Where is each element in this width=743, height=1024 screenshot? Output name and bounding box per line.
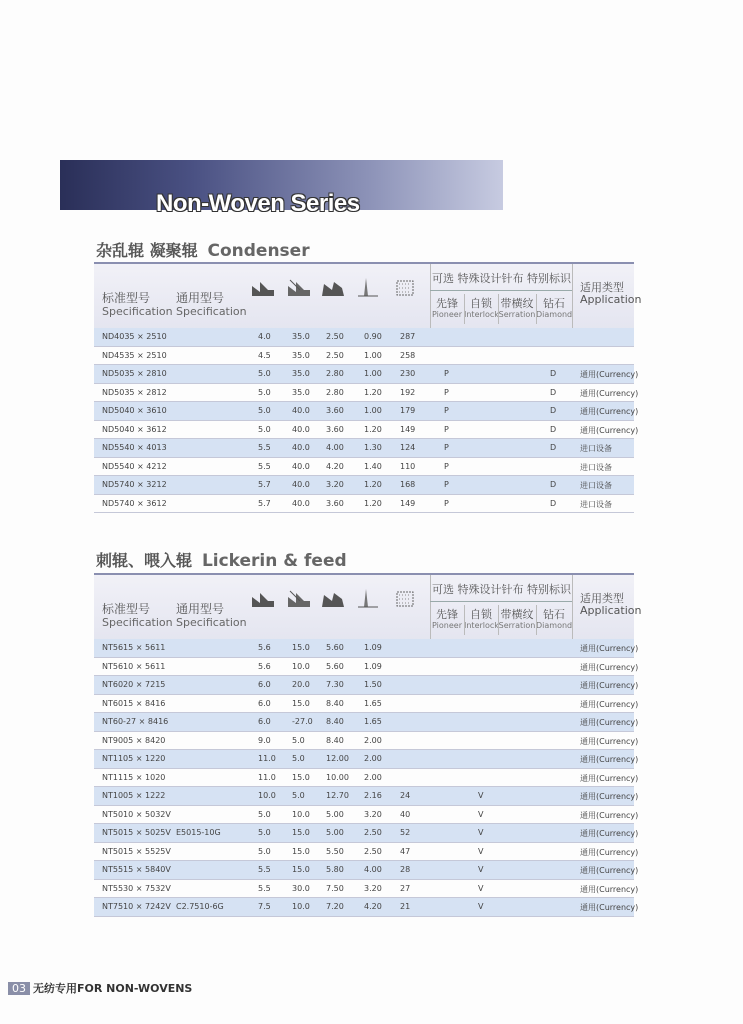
application-header: 适用类型 Application (580, 592, 642, 617)
cell-thickness: 2.50 (364, 846, 382, 856)
cell-thickness: 1.30 (364, 443, 382, 452)
cell-spec: ND4035 × 2510 (102, 332, 167, 341)
cell-interlock: V (478, 902, 484, 911)
cell-height: 5.5 (258, 461, 271, 471)
cell-interlock: V (478, 809, 484, 819)
tooth-pitch-icon (320, 276, 346, 298)
cell-application: 通用(Currency) (580, 903, 639, 912)
cell-spec: NT1005 × 1222 (102, 791, 166, 800)
cell-height: 11.0 (258, 772, 276, 782)
cell-density: 168 (400, 480, 416, 489)
table-header-condenser (94, 262, 642, 330)
cell-height: 5.7 (258, 480, 271, 489)
cell-spec: NT7510 × 7242V (102, 902, 171, 911)
table-body-lickerin (94, 639, 639, 917)
gen-spec-header: 通用型号 Specification (176, 602, 247, 629)
cell-thickness: 4.20 (364, 902, 382, 911)
wire-thickness-icon (356, 276, 382, 298)
cell-application: 通用(Currency) (580, 829, 639, 838)
cell-pitch: 7.20 (326, 902, 344, 911)
table-row (94, 639, 639, 658)
table-row (94, 713, 639, 732)
cell-density: 179 (400, 406, 416, 415)
cell-height: 5.6 (258, 643, 271, 652)
cell-spec: NT5010 × 5032V (102, 809, 171, 819)
cell-density: 110 (400, 461, 416, 471)
cell-angle: 40.0 (292, 406, 310, 415)
table-row (94, 365, 639, 384)
footer-text-en: FOR NON-WOVENS (77, 982, 193, 995)
opt-serration: 带横纹 Serration (498, 608, 536, 630)
cell-generic: C2.7510-6G (176, 902, 224, 911)
cell-spec: NT60-27 × 8416 (102, 717, 169, 726)
opt-pioneer: 先锋 Pioneer (432, 297, 462, 319)
table-row (94, 806, 639, 825)
cell-spec: ND5035 × 2812 (102, 387, 167, 397)
options-divider (430, 290, 572, 291)
cell-pioneer: P (444, 480, 449, 489)
cell-density: 124 (400, 443, 416, 452)
cell-thickness: 2.00 (364, 772, 382, 782)
cell-height: 7.5 (258, 902, 271, 911)
tooth-height-icon (250, 276, 276, 298)
table-row (94, 476, 634, 495)
cell-application: 通用(Currency) (580, 847, 639, 857)
cell-angle: 40.0 (292, 443, 310, 452)
cell-diamond: D (550, 480, 557, 489)
cell-interlock: V (478, 865, 484, 874)
tooth-pitch-icon (320, 587, 346, 609)
cell-height: 9.0 (258, 735, 271, 745)
cell-angle: 15.0 (292, 828, 310, 837)
cell-application: 通用(Currency) (580, 407, 639, 416)
cell-thickness: 1.65 (364, 698, 382, 708)
cell-density: 21 (400, 902, 411, 911)
cell-angle: 5.0 (292, 754, 305, 763)
cell-diamond: D (550, 369, 557, 378)
table-row (94, 328, 634, 347)
cell-application: 通用(Currency) (580, 736, 639, 746)
page-footer (8, 980, 192, 996)
cell-application: 通用(Currency) (580, 773, 639, 783)
cell-interlock: V (478, 846, 484, 856)
cell-pitch: 3.60 (326, 498, 344, 508)
cell-angle: 15.0 (292, 698, 310, 708)
cell-angle: 15.0 (292, 772, 310, 782)
opt-divider (536, 605, 537, 635)
cell-pioneer: P (444, 424, 449, 434)
section-title-cn: 刺辊、喂入辊 (96, 551, 193, 570)
cell-pitch: 7.50 (326, 883, 344, 893)
cell-height: 5.0 (258, 369, 271, 378)
cell-thickness: 1.00 (364, 350, 382, 360)
cell-pioneer: P (444, 387, 449, 397)
cell-application: 通用(Currency) (580, 425, 639, 435)
tooth-angle-icon (286, 276, 312, 298)
cell-angle: 15.0 (292, 846, 310, 856)
cell-spec: NT6015 × 8416 (102, 698, 166, 708)
cell-thickness: 2.00 (364, 735, 382, 745)
cell-spec: ND5040 × 3612 (102, 424, 167, 434)
cell-thickness: 3.20 (364, 883, 382, 893)
header-divider (430, 264, 431, 330)
section-title-cn: 杂乱辊 凝聚辊 (96, 241, 198, 260)
tooth-angle-icon (286, 587, 312, 609)
cell-pitch: 3.20 (326, 480, 344, 489)
cell-angle: 5.0 (292, 735, 305, 745)
options-divider (430, 601, 572, 602)
cell-diamond: D (550, 406, 557, 415)
cell-height: 5.0 (258, 846, 271, 856)
cell-spec: NT5015 × 5525V (102, 846, 171, 856)
cell-pitch: 12.00 (326, 754, 349, 763)
cell-angle: 35.0 (292, 387, 310, 397)
cell-height: 5.0 (258, 387, 271, 397)
cell-height: 10.0 (258, 791, 276, 800)
opt-diamond: 钻石 Diamond (536, 297, 573, 319)
table-row (94, 402, 639, 421)
table-row (94, 384, 639, 403)
cell-height: 6.0 (258, 680, 271, 689)
cell-angle: 40.0 (292, 424, 310, 434)
opt-diamond: 钻石 Diamond (536, 608, 573, 630)
cell-density: 47 (400, 846, 411, 856)
cell-height: 5.5 (258, 443, 271, 452)
cell-pioneer: P (444, 461, 449, 471)
cell-pitch: 2.80 (326, 369, 344, 378)
table-body-condenser (94, 328, 639, 513)
cell-thickness: 4.00 (364, 865, 382, 874)
table-row (94, 495, 634, 514)
cell-spec: ND4535 × 2510 (102, 350, 167, 360)
cell-spec: ND5540 × 4013 (102, 443, 167, 452)
cell-spec: NT1105 × 1220 (102, 754, 166, 763)
cell-application: 通用(Currency) (580, 792, 639, 801)
cell-application: 通用(Currency) (580, 681, 639, 690)
cell-pitch: 7.30 (326, 680, 344, 689)
cell-spec: ND5740 × 3212 (102, 480, 167, 489)
cell-angle: 15.0 (292, 865, 310, 874)
cell-thickness: 2.00 (364, 754, 382, 763)
cell-application: 进口设备 (580, 444, 612, 453)
std-spec-header: 标准型号 Specification (102, 291, 173, 318)
table-row (94, 676, 639, 695)
table-row (94, 824, 639, 843)
table-row (94, 347, 634, 366)
cell-density: 24 (400, 791, 411, 800)
cell-angle: 15.0 (292, 643, 310, 652)
cell-density: 149 (400, 498, 416, 508)
table-row (94, 695, 639, 714)
cell-density: 52 (400, 828, 411, 837)
cell-pitch: 5.00 (326, 809, 344, 819)
cell-angle: 30.0 (292, 883, 310, 893)
cell-pitch: 4.20 (326, 461, 344, 471)
table-row (94, 658, 639, 677)
cell-application: 进口设备 (580, 462, 612, 472)
cell-thickness: 1.65 (364, 717, 382, 726)
cell-thickness: 0.90 (364, 332, 382, 341)
cell-application: 通用(Currency) (580, 718, 639, 727)
cell-pioneer: P (444, 498, 449, 508)
cell-pioneer: P (444, 369, 449, 378)
wire-thickness-icon (356, 587, 382, 609)
cell-thickness: 1.20 (364, 480, 382, 489)
cell-thickness: 1.50 (364, 680, 382, 689)
cell-spec: NT9005 × 8420 (102, 735, 166, 745)
application-header: 适用类型 Application (580, 281, 642, 306)
opt-divider (498, 605, 499, 635)
cell-pitch: 5.50 (326, 846, 344, 856)
opt-divider (498, 294, 499, 324)
cell-angle: 40.0 (292, 461, 310, 471)
section-title-condenser (96, 238, 310, 261)
cell-height: 6.0 (258, 698, 271, 708)
cell-thickness: 2.16 (364, 791, 382, 800)
cell-pitch: 2.50 (326, 350, 344, 360)
cell-density: 258 (400, 350, 416, 360)
section-title-en: Lickerin & feed (201, 551, 347, 571)
table-header-lickerin (94, 573, 642, 641)
cell-density: 149 (400, 424, 416, 434)
cell-thickness: 1.20 (364, 424, 382, 434)
cell-spec: NT5015 × 5025V (102, 828, 171, 837)
cell-height: 5.6 (258, 661, 271, 671)
table-row (94, 750, 639, 769)
cell-pioneer: P (444, 406, 449, 415)
cell-angle: 10.0 (292, 809, 310, 819)
options-title: 可选 特殊设计针布 特别标识 (432, 272, 571, 285)
cell-application: 通用(Currency) (580, 884, 639, 894)
cell-thickness: 1.20 (364, 498, 382, 508)
table-row (94, 439, 634, 458)
table-row (94, 732, 639, 751)
cell-density: 27 (400, 883, 411, 893)
cell-thickness: 2.50 (364, 828, 382, 837)
cell-spec: NT5515 × 5840V (102, 865, 171, 874)
cell-spec: ND5040 × 3610 (102, 406, 167, 415)
cell-diamond: D (550, 498, 557, 508)
cell-pitch: 5.80 (326, 865, 344, 874)
footer-text-cn: 无纺专用 (33, 982, 77, 995)
cell-height: 5.0 (258, 406, 271, 415)
cell-angle: 35.0 (292, 350, 310, 360)
cell-pitch: 2.80 (326, 387, 344, 397)
cell-generic: E5015-10G (176, 828, 221, 837)
cell-height: 4.0 (258, 332, 271, 341)
cell-spec: ND5740 × 3612 (102, 498, 167, 508)
cell-interlock: V (478, 883, 484, 893)
table-row (94, 898, 639, 917)
cell-spec: NT6020 × 7215 (102, 680, 166, 689)
cell-height: 5.0 (258, 809, 271, 819)
opt-serration: 带横纹 Serration (498, 297, 536, 319)
cell-pitch: 8.40 (326, 717, 344, 726)
cell-density: 28 (400, 865, 411, 874)
cell-height: 5.5 (258, 883, 271, 893)
cell-application: 通用(Currency) (580, 644, 639, 653)
cell-application: 通用(Currency) (580, 388, 639, 398)
cell-spec: ND5540 × 4212 (102, 461, 167, 471)
cell-angle: 20.0 (292, 680, 310, 689)
gen-spec-header: 通用型号 Specification (176, 291, 247, 318)
cell-pitch: 5.60 (326, 643, 344, 652)
cell-angle: 5.0 (292, 791, 305, 800)
opt-interlock: 自锁 Interlock (464, 297, 499, 319)
cell-interlock: V (478, 791, 484, 800)
cell-height: 4.5 (258, 350, 271, 360)
cell-angle: 10.0 (292, 902, 310, 911)
cell-diamond: D (550, 387, 557, 397)
cell-height: 11.0 (258, 754, 276, 763)
cell-density: 230 (400, 369, 416, 378)
cell-height: 5.0 (258, 424, 271, 434)
cell-pitch: 8.40 (326, 735, 344, 745)
cell-spec: NT5615 × 5611 (102, 643, 166, 652)
cell-pitch: 3.60 (326, 406, 344, 415)
series-title: Non-Woven Series (156, 190, 360, 217)
table-row (94, 880, 639, 899)
cell-thickness: 1.09 (364, 643, 382, 652)
cell-height: 6.0 (258, 717, 271, 726)
cell-angle: 35.0 (292, 332, 310, 341)
cell-thickness: 1.09 (364, 661, 382, 671)
cell-thickness: 1.40 (364, 461, 382, 471)
cell-application: 通用(Currency) (580, 866, 639, 875)
opt-divider (464, 605, 465, 635)
cell-thickness: 1.00 (364, 369, 382, 378)
cell-angle: 35.0 (292, 369, 310, 378)
table-row (94, 458, 634, 477)
cell-diamond: D (550, 424, 557, 434)
tooth-height-icon (250, 587, 276, 609)
cell-angle: -27.0 (292, 717, 313, 726)
cell-interlock: V (478, 828, 484, 837)
cell-pitch: 3.60 (326, 424, 344, 434)
cell-angle: 10.0 (292, 661, 310, 671)
cell-height: 5.5 (258, 865, 271, 874)
cell-angle: 40.0 (292, 498, 310, 508)
table-row (94, 421, 639, 440)
cell-density: 192 (400, 387, 416, 397)
point-density-icon (394, 276, 420, 298)
cell-pitch: 12.70 (326, 791, 349, 800)
opt-divider (464, 294, 465, 324)
table-row (94, 769, 639, 788)
cell-spec: NT5610 × 5611 (102, 661, 166, 671)
table-row (94, 787, 639, 806)
section-title-en: Condenser (207, 241, 310, 261)
cell-density: 40 (400, 809, 411, 819)
cell-height: 5.7 (258, 498, 271, 508)
cell-pitch: 4.00 (326, 443, 344, 452)
table-row (94, 843, 639, 862)
cell-pitch: 8.40 (326, 698, 344, 708)
cell-spec: NT5530 × 7532V (102, 883, 171, 893)
cell-application: 通用(Currency) (580, 662, 639, 672)
header-divider (430, 575, 431, 641)
cell-application: 通用(Currency) (580, 370, 639, 379)
header-divider (572, 264, 573, 330)
opt-pioneer: 先锋 Pioneer (432, 608, 462, 630)
cell-pitch: 5.60 (326, 661, 344, 671)
cell-pitch: 10.00 (326, 772, 349, 782)
cell-thickness: 3.20 (364, 809, 382, 819)
cell-spec: NT1115 × 1020 (102, 772, 166, 782)
cell-application: 通用(Currency) (580, 755, 639, 764)
cell-angle: 40.0 (292, 480, 310, 489)
cell-thickness: 1.20 (364, 387, 382, 397)
std-spec-header: 标准型号 Specification (102, 602, 173, 629)
section-title-lickerin (96, 548, 347, 571)
header-divider (572, 575, 573, 641)
cell-application: 进口设备 (580, 499, 612, 509)
cell-application: 进口设备 (580, 481, 612, 490)
cell-application: 通用(Currency) (580, 699, 639, 709)
options-title: 可选 特殊设计针布 特别标识 (432, 583, 571, 596)
cell-diamond: D (550, 443, 557, 452)
cell-pioneer: P (444, 443, 449, 452)
cell-thickness: 1.00 (364, 406, 382, 415)
point-density-icon (394, 587, 420, 609)
cell-density: 287 (400, 332, 416, 341)
opt-divider (536, 294, 537, 324)
table-row (94, 861, 639, 880)
page-number: 03 (8, 982, 30, 995)
cell-application: 通用(Currency) (580, 810, 639, 820)
opt-interlock: 自锁 Interlock (464, 608, 499, 630)
cell-height: 5.0 (258, 828, 271, 837)
cell-pitch: 5.00 (326, 828, 344, 837)
cell-pitch: 2.50 (326, 332, 344, 341)
cell-spec: ND5035 × 2810 (102, 369, 167, 378)
